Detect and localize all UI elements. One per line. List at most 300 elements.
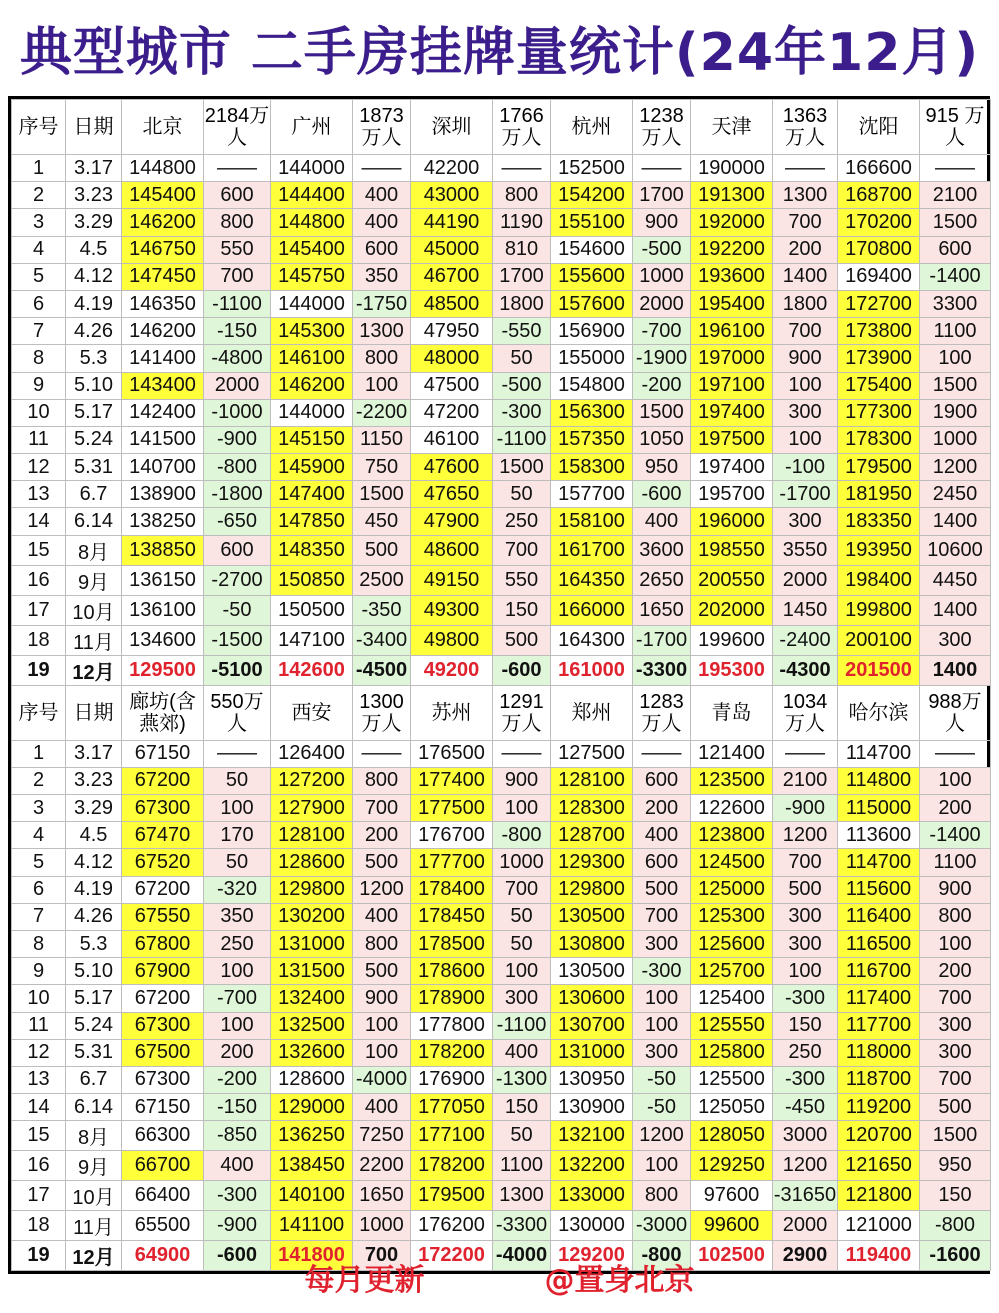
change-value: -200 bbox=[633, 372, 691, 399]
change-value: -1300 bbox=[493, 1066, 551, 1093]
change-value: 550 bbox=[204, 236, 271, 263]
change-value: 100 bbox=[353, 1039, 411, 1066]
listing-count: 146750 bbox=[122, 236, 204, 263]
listing-count: 197500 bbox=[691, 426, 773, 453]
row-seq: 5 bbox=[12, 849, 66, 876]
change-value: 1000 bbox=[353, 1211, 411, 1241]
listing-count: 99600 bbox=[691, 1211, 773, 1241]
change-value: 1300 bbox=[773, 182, 838, 209]
change-value: 2000 bbox=[773, 1211, 838, 1241]
change-value: -4000 bbox=[353, 1066, 411, 1093]
table-row bbox=[12, 155, 991, 182]
change-value: 50 bbox=[493, 903, 551, 930]
listing-count: 67470 bbox=[122, 822, 204, 849]
change-value: 2100 bbox=[920, 182, 991, 209]
listing-count: 144000 bbox=[271, 399, 353, 426]
change-value: 500 bbox=[493, 625, 551, 655]
change-value: 200 bbox=[773, 236, 838, 263]
change-value: 50 bbox=[493, 930, 551, 957]
change-value: 1450 bbox=[773, 595, 838, 625]
listing-count: 128100 bbox=[551, 767, 633, 794]
change-value: 1500 bbox=[920, 372, 991, 399]
listing-count: 47650 bbox=[411, 481, 493, 508]
listing-count: 48500 bbox=[411, 290, 493, 317]
table-row bbox=[12, 822, 991, 849]
listing-count: 178200 bbox=[411, 1151, 493, 1181]
listing-count: 48600 bbox=[411, 535, 493, 565]
listing-count: 67150 bbox=[122, 740, 204, 767]
listing-count: 176500 bbox=[411, 740, 493, 767]
row-date: 4.26 bbox=[66, 318, 122, 345]
listing-count: 130700 bbox=[551, 1012, 633, 1039]
change-value: -200 bbox=[204, 1066, 271, 1093]
change-value: 3600 bbox=[633, 535, 691, 565]
listing-count: 131500 bbox=[271, 958, 353, 985]
listing-count: 123800 bbox=[691, 822, 773, 849]
listing-count: 131000 bbox=[551, 1039, 633, 1066]
change-value: 900 bbox=[773, 345, 838, 372]
change-value: 7250 bbox=[353, 1121, 411, 1151]
change-value: 300 bbox=[920, 625, 991, 655]
change-value: 100 bbox=[633, 1012, 691, 1039]
change-value: 1200 bbox=[773, 1151, 838, 1181]
change-value: 800 bbox=[633, 1181, 691, 1211]
row-date: 6.14 bbox=[66, 508, 122, 535]
change-value: 1150 bbox=[353, 426, 411, 453]
listing-count: 140100 bbox=[271, 1181, 353, 1211]
listing-count: 144000 bbox=[271, 290, 353, 317]
table-row bbox=[12, 1066, 991, 1093]
listing-count: 125500 bbox=[691, 1066, 773, 1093]
change-value: 2500 bbox=[353, 565, 411, 595]
change-value: -450 bbox=[773, 1094, 838, 1121]
header-city: 苏州 bbox=[411, 685, 493, 740]
change-value: 900 bbox=[920, 876, 991, 903]
header-city: 廊坊(含燕郊) bbox=[122, 685, 204, 740]
header-city: 西安 bbox=[271, 685, 353, 740]
listing-count: 45000 bbox=[411, 236, 493, 263]
listing-count: 64900 bbox=[122, 1241, 204, 1271]
listing-count: 146200 bbox=[122, 209, 204, 236]
listing-count: 130600 bbox=[551, 985, 633, 1012]
row-seq: 18 bbox=[12, 625, 66, 655]
listing-count: 190000 bbox=[691, 155, 773, 182]
listing-count: 130950 bbox=[551, 1066, 633, 1093]
header-seq: 序号 bbox=[12, 100, 66, 155]
listing-count: 197100 bbox=[691, 372, 773, 399]
header-row bbox=[12, 685, 991, 740]
change-value: -550 bbox=[493, 318, 551, 345]
listing-count: 144800 bbox=[122, 155, 204, 182]
change-value: 50 bbox=[204, 849, 271, 876]
listing-count: 166600 bbox=[838, 155, 920, 182]
header-city: 杭州 bbox=[551, 100, 633, 155]
row-date: 5.24 bbox=[66, 426, 122, 453]
listing-count: 148350 bbox=[271, 535, 353, 565]
change-value: 100 bbox=[204, 958, 271, 985]
table-row bbox=[12, 345, 991, 372]
listing-count: 178500 bbox=[411, 930, 493, 957]
listing-count: 142600 bbox=[271, 655, 353, 685]
row-date: 8月 bbox=[66, 535, 122, 565]
change-value: -300 bbox=[493, 399, 551, 426]
change-value: 1500 bbox=[920, 1121, 991, 1151]
change-value: 600 bbox=[633, 767, 691, 794]
change-value: -300 bbox=[773, 985, 838, 1012]
listing-count: 128600 bbox=[271, 1066, 353, 1093]
listing-count: 176900 bbox=[411, 1066, 493, 1093]
header-population: 1300万人 bbox=[353, 685, 411, 740]
listing-count: 49800 bbox=[411, 625, 493, 655]
table-row bbox=[12, 958, 991, 985]
change-value: -500 bbox=[633, 236, 691, 263]
listing-count: 177300 bbox=[838, 399, 920, 426]
change-value: 150 bbox=[773, 1012, 838, 1039]
header-city: 广州 bbox=[271, 100, 353, 155]
table-row bbox=[12, 565, 991, 595]
listing-count: 193600 bbox=[691, 263, 773, 290]
row-date: 11月 bbox=[66, 1211, 122, 1241]
change-value: -1000 bbox=[204, 399, 271, 426]
listing-count: 134600 bbox=[122, 625, 204, 655]
change-value: 1500 bbox=[633, 399, 691, 426]
change-value: 500 bbox=[633, 876, 691, 903]
listing-count: 67200 bbox=[122, 876, 204, 903]
listing-count: 172700 bbox=[838, 290, 920, 317]
row-seq: 17 bbox=[12, 595, 66, 625]
row-seq: 7 bbox=[12, 903, 66, 930]
listing-count: 129250 bbox=[691, 1151, 773, 1181]
listing-count: 130500 bbox=[551, 903, 633, 930]
header-date: 日期 bbox=[66, 685, 122, 740]
change-value: 50 bbox=[493, 481, 551, 508]
change-value: 400 bbox=[633, 822, 691, 849]
row-seq: 11 bbox=[12, 1012, 66, 1039]
change-value: 250 bbox=[204, 930, 271, 957]
change-value: 100 bbox=[920, 930, 991, 957]
change-value: -150 bbox=[204, 1094, 271, 1121]
listing-count: 178600 bbox=[411, 958, 493, 985]
listing-count: 138250 bbox=[122, 508, 204, 535]
listing-count: 146350 bbox=[122, 290, 204, 317]
change-value: 700 bbox=[493, 876, 551, 903]
listing-count: 138450 bbox=[271, 1151, 353, 1181]
listing-count: 202000 bbox=[691, 595, 773, 625]
row-date: 12月 bbox=[66, 1241, 122, 1271]
row-date: 4.5 bbox=[66, 822, 122, 849]
change-value: -3300 bbox=[493, 1211, 551, 1241]
change-value: 900 bbox=[633, 209, 691, 236]
change-value: 250 bbox=[773, 1039, 838, 1066]
listing-count: 145150 bbox=[271, 426, 353, 453]
change-value: -3300 bbox=[633, 655, 691, 685]
change-value: 300 bbox=[773, 903, 838, 930]
row-date: 5.10 bbox=[66, 958, 122, 985]
change-value: 700 bbox=[353, 1241, 411, 1271]
change-value: -50 bbox=[204, 595, 271, 625]
row-seq: 6 bbox=[12, 290, 66, 317]
change-value: -4300 bbox=[773, 655, 838, 685]
row-seq: 10 bbox=[12, 399, 66, 426]
header-date: 日期 bbox=[66, 100, 122, 155]
change-value: -4800 bbox=[204, 345, 271, 372]
listing-count: 47950 bbox=[411, 318, 493, 345]
listing-count: 156300 bbox=[551, 399, 633, 426]
listing-count: 121400 bbox=[691, 740, 773, 767]
listing-count: 169400 bbox=[838, 263, 920, 290]
table-row bbox=[12, 481, 991, 508]
change-value: 1300 bbox=[493, 1181, 551, 1211]
change-value: 700 bbox=[633, 903, 691, 930]
table-row bbox=[12, 1039, 991, 1066]
change-value: -320 bbox=[204, 876, 271, 903]
change-value: -31650 bbox=[773, 1181, 838, 1211]
listing-count: 155000 bbox=[551, 345, 633, 372]
change-value: -650 bbox=[204, 508, 271, 535]
header-population: 1291万人 bbox=[493, 685, 551, 740]
change-value: -800 bbox=[920, 1211, 991, 1241]
change-value: -600 bbox=[633, 481, 691, 508]
change-value: 100 bbox=[773, 958, 838, 985]
listing-count: 179500 bbox=[411, 1181, 493, 1211]
header-city: 北京 bbox=[122, 100, 204, 155]
row-date: 4.5 bbox=[66, 236, 122, 263]
listing-count: 66300 bbox=[122, 1121, 204, 1151]
row-seq: 13 bbox=[12, 1066, 66, 1093]
change-value: 800 bbox=[204, 209, 271, 236]
change-value: 800 bbox=[353, 345, 411, 372]
listing-count: 46700 bbox=[411, 263, 493, 290]
change-value: -50 bbox=[633, 1066, 691, 1093]
listing-count: 121800 bbox=[838, 1181, 920, 1211]
listing-count: 144000 bbox=[271, 155, 353, 182]
change-value: 700 bbox=[773, 209, 838, 236]
listing-count: 46100 bbox=[411, 426, 493, 453]
listing-count: 177050 bbox=[411, 1094, 493, 1121]
change-value: -150 bbox=[204, 318, 271, 345]
listing-count: 191300 bbox=[691, 182, 773, 209]
change-value: 150 bbox=[493, 1094, 551, 1121]
change-value: 300 bbox=[633, 1039, 691, 1066]
row-seq: 8 bbox=[12, 930, 66, 957]
change-value: 1000 bbox=[633, 263, 691, 290]
row-date: 4.12 bbox=[66, 849, 122, 876]
listing-count: 147400 bbox=[271, 481, 353, 508]
change-value: 1200 bbox=[353, 876, 411, 903]
change-value: 1200 bbox=[633, 1121, 691, 1151]
change-value: 400 bbox=[353, 209, 411, 236]
change-value: -600 bbox=[204, 1241, 271, 1271]
change-value: -350 bbox=[353, 595, 411, 625]
change-value: 100 bbox=[353, 372, 411, 399]
listing-count: 136250 bbox=[271, 1121, 353, 1151]
change-value: 550 bbox=[493, 565, 551, 595]
listing-count: 154600 bbox=[551, 236, 633, 263]
change-value: 700 bbox=[204, 263, 271, 290]
change-value: 500 bbox=[920, 1094, 991, 1121]
listing-count: 49300 bbox=[411, 595, 493, 625]
listing-count: 172200 bbox=[411, 1241, 493, 1271]
change-value: 1300 bbox=[353, 318, 411, 345]
change-value: -1700 bbox=[633, 625, 691, 655]
listing-count: 114700 bbox=[838, 849, 920, 876]
header-population: 1034万人 bbox=[773, 685, 838, 740]
change-value: 400 bbox=[353, 903, 411, 930]
change-value: 950 bbox=[633, 454, 691, 481]
listing-count: 127500 bbox=[551, 740, 633, 767]
change-value: -600 bbox=[493, 655, 551, 685]
listing-count: 178400 bbox=[411, 876, 493, 903]
listing-count: 67900 bbox=[122, 958, 204, 985]
change-value: -2700 bbox=[204, 565, 271, 595]
change-value: -4500 bbox=[353, 655, 411, 685]
row-seq: 10 bbox=[12, 985, 66, 1012]
listing-count: 177800 bbox=[411, 1012, 493, 1039]
listing-count: 132400 bbox=[271, 985, 353, 1012]
change-value: 1900 bbox=[920, 399, 991, 426]
listing-count: 146200 bbox=[271, 372, 353, 399]
row-seq: 12 bbox=[12, 454, 66, 481]
table-row bbox=[12, 1211, 991, 1241]
change-value: 1000 bbox=[493, 849, 551, 876]
change-value: —— bbox=[353, 155, 411, 182]
listing-count: 118000 bbox=[838, 1039, 920, 1066]
table-row bbox=[12, 1151, 991, 1181]
listing-count: 114800 bbox=[838, 767, 920, 794]
change-value: 600 bbox=[204, 535, 271, 565]
row-date: 4.19 bbox=[66, 290, 122, 317]
change-value: -1100 bbox=[493, 426, 551, 453]
change-value: 400 bbox=[204, 1151, 271, 1181]
change-value: 600 bbox=[920, 236, 991, 263]
change-value: -1750 bbox=[353, 290, 411, 317]
table-row bbox=[12, 985, 991, 1012]
change-value: 600 bbox=[204, 182, 271, 209]
listing-count: 157350 bbox=[551, 426, 633, 453]
change-value: 300 bbox=[773, 399, 838, 426]
change-value: 1800 bbox=[493, 290, 551, 317]
row-date: 5.10 bbox=[66, 372, 122, 399]
change-value: 200 bbox=[353, 822, 411, 849]
header-city: 青岛 bbox=[691, 685, 773, 740]
header-city: 深圳 bbox=[411, 100, 493, 155]
row-seq: 16 bbox=[12, 1151, 66, 1181]
change-value: -3000 bbox=[633, 1211, 691, 1241]
listing-count: 142400 bbox=[122, 399, 204, 426]
listing-count: 125600 bbox=[691, 930, 773, 957]
change-value: -1400 bbox=[920, 822, 991, 849]
change-value: 1500 bbox=[493, 454, 551, 481]
header-population: 550万人 bbox=[204, 685, 271, 740]
change-value: 1400 bbox=[920, 508, 991, 535]
change-value: -1500 bbox=[204, 625, 271, 655]
listing-count: 116400 bbox=[838, 903, 920, 930]
listing-count: 170800 bbox=[838, 236, 920, 263]
change-value: 200 bbox=[204, 1039, 271, 1066]
change-value: —— bbox=[920, 155, 991, 182]
change-value: 400 bbox=[353, 182, 411, 209]
listing-count: 192200 bbox=[691, 236, 773, 263]
listing-count: 136150 bbox=[122, 565, 204, 595]
listing-count: 66400 bbox=[122, 1181, 204, 1211]
row-date: 10月 bbox=[66, 1181, 122, 1211]
listing-count: 130200 bbox=[271, 903, 353, 930]
row-seq: 3 bbox=[12, 795, 66, 822]
change-value: 700 bbox=[773, 318, 838, 345]
change-value: —— bbox=[493, 155, 551, 182]
change-value: 400 bbox=[353, 1094, 411, 1121]
header-city: 沈阳 bbox=[838, 100, 920, 155]
change-value: 200 bbox=[920, 795, 991, 822]
change-value: 1400 bbox=[773, 263, 838, 290]
change-value: -1700 bbox=[773, 481, 838, 508]
row-seq: 7 bbox=[12, 318, 66, 345]
change-value: 800 bbox=[353, 930, 411, 957]
listing-count: 201500 bbox=[838, 655, 920, 685]
listing-count: 119200 bbox=[838, 1094, 920, 1121]
listing-count: 178300 bbox=[838, 426, 920, 453]
change-value: 350 bbox=[204, 903, 271, 930]
listing-count: 65500 bbox=[122, 1211, 204, 1241]
listing-count: 124500 bbox=[691, 849, 773, 876]
listing-count: 120700 bbox=[838, 1121, 920, 1151]
change-value: —— bbox=[773, 740, 838, 767]
change-value: -5100 bbox=[204, 655, 271, 685]
change-value: 2200 bbox=[353, 1151, 411, 1181]
listing-count: 195300 bbox=[691, 655, 773, 685]
listing-count: 117400 bbox=[838, 985, 920, 1012]
listing-count: 178900 bbox=[411, 985, 493, 1012]
row-seq: 4 bbox=[12, 822, 66, 849]
listing-count: 119400 bbox=[838, 1241, 920, 1271]
listing-count: 141800 bbox=[271, 1241, 353, 1271]
listing-count: 128700 bbox=[551, 822, 633, 849]
table-row bbox=[12, 182, 991, 209]
listing-count: 132500 bbox=[271, 1012, 353, 1039]
listing-count: 47900 bbox=[411, 508, 493, 535]
listing-count: 198550 bbox=[691, 535, 773, 565]
row-date: 12月 bbox=[66, 655, 122, 685]
listing-count: 144800 bbox=[271, 209, 353, 236]
listing-count: 115000 bbox=[838, 795, 920, 822]
change-value: 1200 bbox=[773, 822, 838, 849]
row-seq: 8 bbox=[12, 345, 66, 372]
listing-count: 97600 bbox=[691, 1181, 773, 1211]
row-seq: 3 bbox=[12, 209, 66, 236]
listing-count: 195400 bbox=[691, 290, 773, 317]
footer-update-note: 每月更新 bbox=[304, 1263, 425, 1298]
change-value: -1100 bbox=[493, 1012, 551, 1039]
change-value: 600 bbox=[353, 236, 411, 263]
table-row bbox=[12, 740, 991, 767]
change-value: 1200 bbox=[920, 454, 991, 481]
footer-author: @置身北京 bbox=[544, 1263, 695, 1298]
listing-count: 121000 bbox=[838, 1211, 920, 1241]
table-row bbox=[12, 930, 991, 957]
listing-count: 125400 bbox=[691, 985, 773, 1012]
table-row bbox=[12, 454, 991, 481]
change-value: 800 bbox=[353, 767, 411, 794]
listing-count: 176700 bbox=[411, 822, 493, 849]
listing-count: 113600 bbox=[838, 822, 920, 849]
listing-count: 47600 bbox=[411, 454, 493, 481]
change-value: 900 bbox=[493, 767, 551, 794]
listing-count: 197000 bbox=[691, 345, 773, 372]
table-row bbox=[12, 236, 991, 263]
listing-count: 146100 bbox=[271, 345, 353, 372]
listing-count: 67500 bbox=[122, 1039, 204, 1066]
row-seq: 1 bbox=[12, 740, 66, 767]
